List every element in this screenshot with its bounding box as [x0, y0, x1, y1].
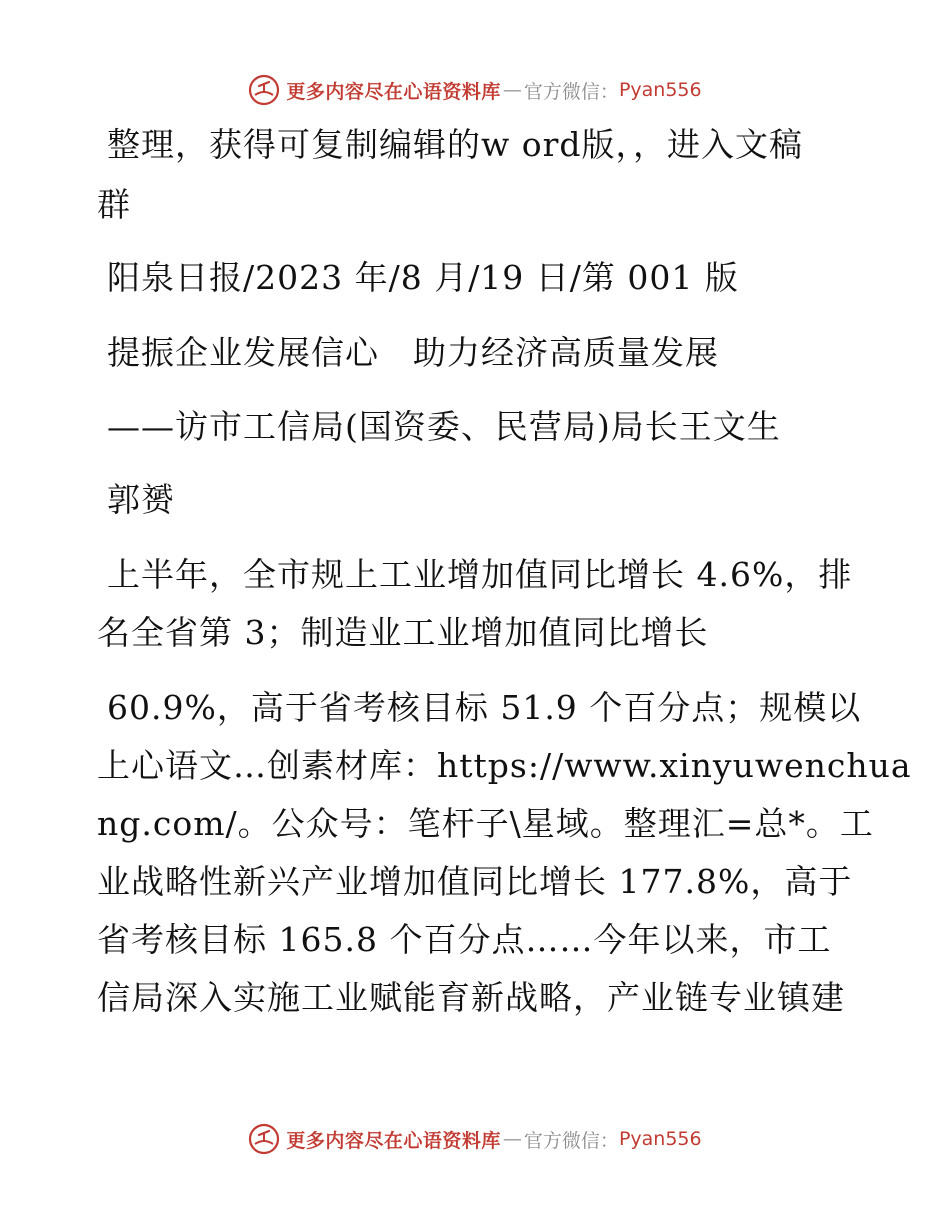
- intro-line-2: 群: [97, 185, 131, 224]
- intro-line-1: 整理，获得可复制编辑的w ord版，，进入文稿: [107, 125, 804, 164]
- banner-wechat-label: 官方微信：: [523, 80, 619, 103]
- paragraph-2-line-4: 业战略性新兴产业增加值同比增长 177.8%，高于: [97, 862, 853, 901]
- banner-dash: —: [502, 79, 522, 101]
- book-pen-logo-icon: [248, 1123, 280, 1155]
- banner-site-name: 更多内容尽在心语资料库: [286, 1129, 501, 1152]
- banner-wechat-id: Pyan556: [618, 79, 702, 101]
- paragraph-2-line-3: ng.com/。公众号：笔杆子\星域。整理汇=总*。工: [97, 804, 874, 843]
- paragraph-1-line-2: 名全省第 3；制造业工业增加值同比增长: [97, 613, 709, 652]
- header-watermark-banner: [0, 70, 950, 110]
- banner-site-name: 更多内容尽在心语资料库: [286, 80, 501, 103]
- paragraph-2-line-5: 省考核目标 165.8 个百分点……今年以来，市工: [97, 920, 832, 959]
- banner-wechat-label: 官方微信：: [523, 1129, 619, 1152]
- paragraph-2-line-2: 上心语文…创素材库：https://www.xinyuwenchua: [97, 746, 912, 785]
- banner-dash: —: [502, 1128, 522, 1150]
- paragraph-2-line-6: 信局深入实施工业赋能育新战略，产业链专业镇建: [97, 978, 845, 1017]
- footer-watermark-banner: [0, 1119, 950, 1159]
- article-headline: 提振企业发展信心 助力经济高质量发展: [107, 333, 719, 372]
- banner-wechat-id: Pyan556: [618, 1128, 702, 1150]
- article-author: 郭赟: [107, 480, 175, 519]
- book-pen-logo-icon: [248, 74, 280, 106]
- paragraph-2-line-1: 60.9%，高于省考核目标 51.9 个百分点；规模以: [107, 688, 862, 727]
- article-subheadline: ——访市工信局(国资委、民营局)局长王文生: [107, 407, 781, 446]
- source-line: 阳泉日报/2023 年/8 月/19 日/第 001 版: [107, 258, 739, 297]
- paragraph-1-line-1: 上半年，全市规上工业增加值同比增长 4.6%，排: [107, 555, 853, 594]
